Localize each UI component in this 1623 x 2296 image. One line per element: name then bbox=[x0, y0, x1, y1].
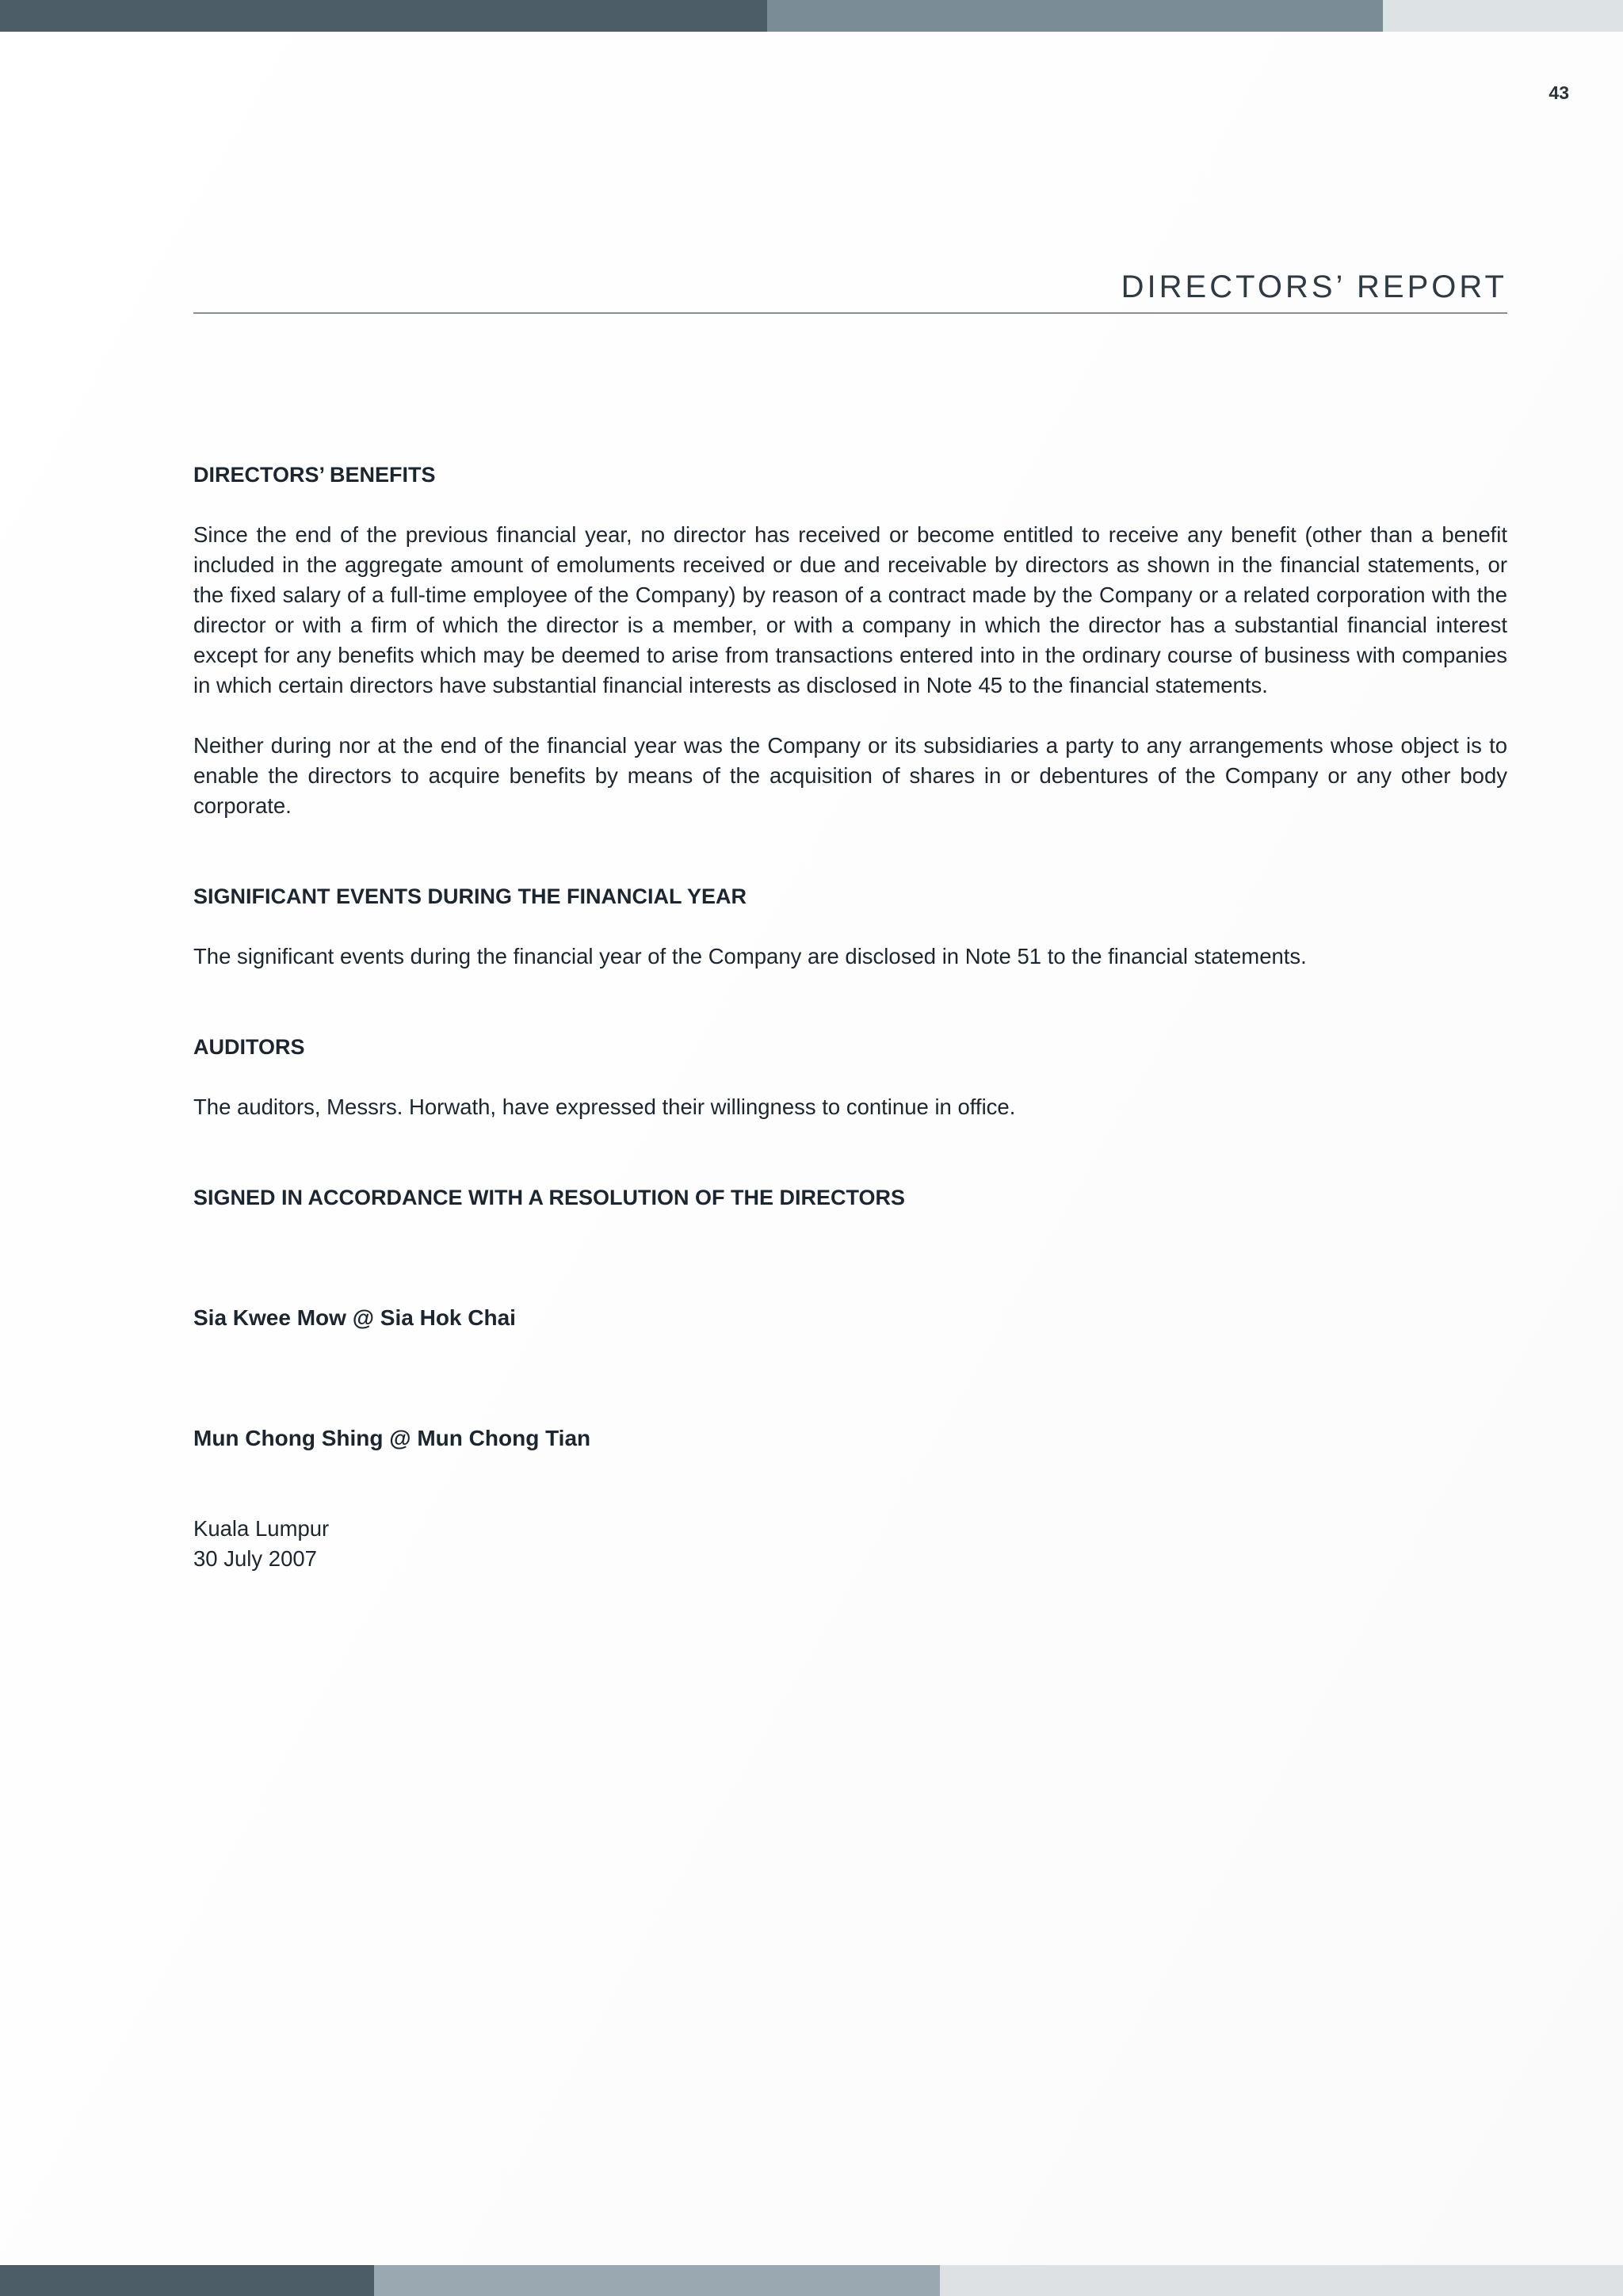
top-bar-segment-light bbox=[1383, 0, 1623, 32]
title-divider bbox=[193, 312, 1507, 314]
section-heading-auditors: AUDITORS bbox=[193, 1035, 305, 1059]
bottom-bar-segment-mid bbox=[374, 2265, 940, 2296]
benefits-paragraph-2: Neither during nor at the end of the financial year was the Company or its subsidiaries a party to any arrangements whose object is to enable the directors to acquire benefits by means of the acquisition of shares in or debentures of the Company or any other body corporate. bbox=[193, 733, 1507, 818]
section-heading-significant-events: SIGNIFICANT EVENTS DURING THE FINANCIAL YEAR bbox=[193, 884, 747, 908]
signing-date: 30 July 2007 bbox=[193, 1546, 317, 1571]
page-title: DIRECTORS’ REPORT bbox=[1121, 269, 1507, 304]
bottom-bar-segment-light bbox=[940, 2265, 1623, 2296]
signatory-name: Sia Kwee Mow @ Sia Hok Chai bbox=[193, 1305, 516, 1330]
top-bar-segment-dark bbox=[0, 0, 767, 32]
top-decorative-bar bbox=[0, 0, 1623, 32]
place-and-date bbox=[193, 1514, 1507, 1574]
report-body bbox=[193, 460, 1507, 1574]
top-bar-segment-mid bbox=[767, 0, 1383, 32]
significant-events-paragraph: The significant events during the financial year of the Company are disclosed in Note 51 to the financial statements. bbox=[193, 944, 1307, 968]
section-heading-signed-resolution: SIGNED IN ACCORDANCE WITH A RESOLUTION OF THE DIRECTORS bbox=[193, 1186, 906, 1209]
signatory-name: Mun Chong Shing @ Mun Chong Tian bbox=[193, 1426, 591, 1450]
benefits-paragraph-1: Since the end of the previous financial year, no director has received or become entitled to receive any benefit (other than a benefit included in the aggregate amount of emoluments received or due and receivable by directors as shown in the financial statements, or the fixed salary of a full-time employee of the Company) by reason of a contract made by the Company or a related corporation with the director or with a firm of which the director is a member, or with a company in which the director has a substantial financial interest except for any benefits which may be deemed to arise from transactions entered into in the ordinary course of business with companies in which certain directors have substantial financial interests as disclosed in Note 45 to the financial statements. bbox=[193, 522, 1507, 697]
bottom-bar-segment-dark bbox=[0, 2265, 374, 2296]
auditors-paragraph: The auditors, Messrs. Horwath, have expressed their willingness to continue in office. bbox=[193, 1095, 1016, 1119]
section-heading-directors-benefits: DIRECTORS’ BENEFITS bbox=[193, 463, 436, 487]
signing-place: Kuala Lumpur bbox=[193, 1516, 330, 1541]
bottom-decorative-bar bbox=[0, 2265, 1623, 2296]
page-number: 43 bbox=[1549, 82, 1569, 103]
